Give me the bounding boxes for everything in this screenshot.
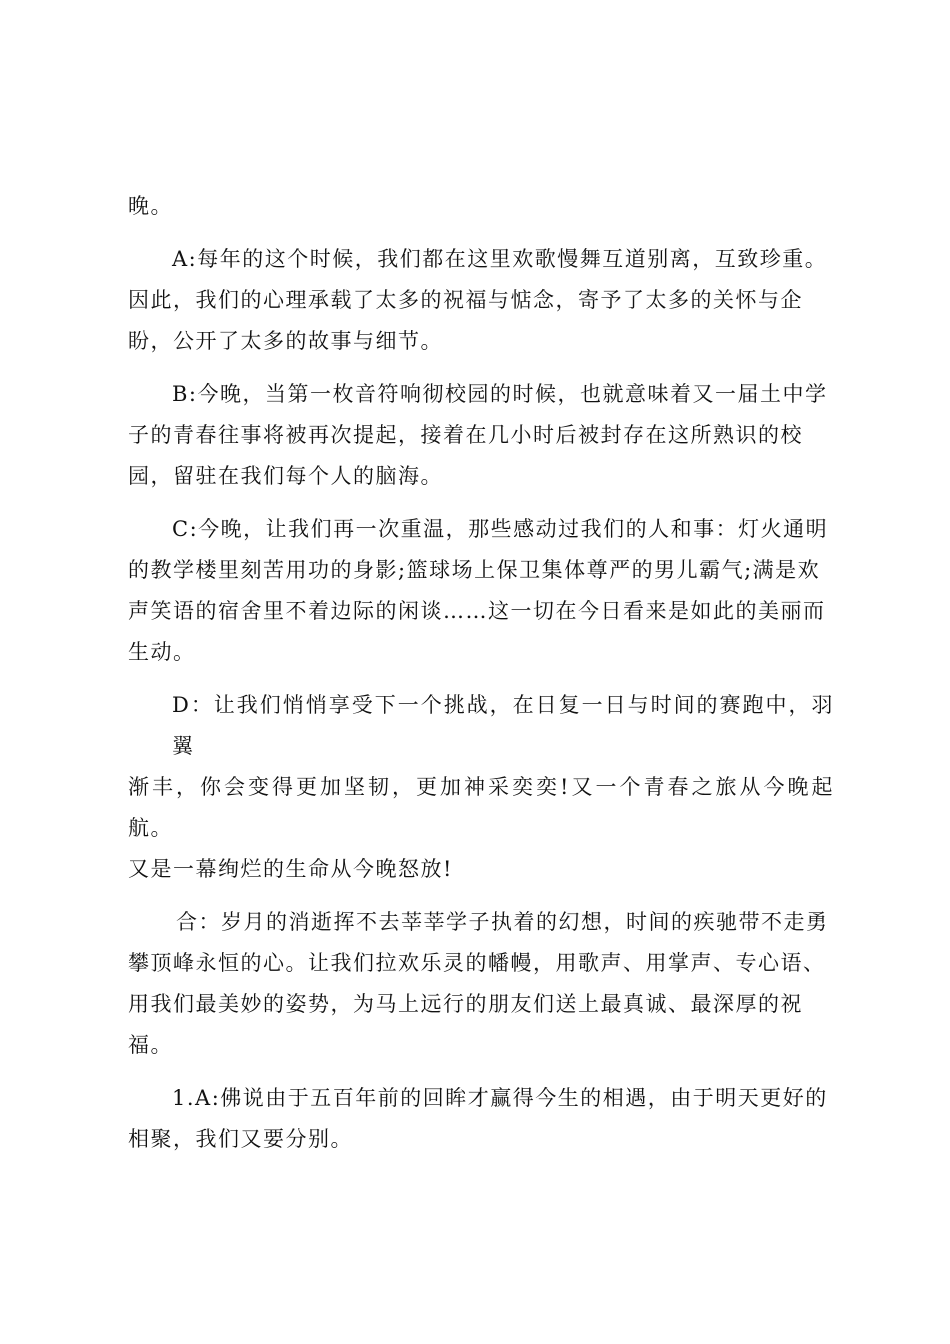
text-line: 相聚，我们又要分别。	[128, 1127, 353, 1151]
text-line: 子的青春往事将被再次提起，接着在几小时后被封存在这所熟识的校	[128, 423, 803, 447]
paragraph-1a	[128, 1078, 834, 1160]
document-body	[128, 186, 834, 1172]
text-line: 攀顶峰永恒的心。让我们拉欢乐灵的幡幔，用歌声、用掌声、专心语、	[128, 951, 826, 975]
text-line: 渐丰，你会变得更加坚韧，更加神采奕奕!又一个青春之旅从今晚起航。	[128, 775, 834, 840]
paragraph-opening	[128, 186, 834, 227]
text-line: 又是一幕绚烂的生命从今晚怒放!	[128, 857, 453, 881]
text-line: 福。	[128, 1033, 173, 1057]
paragraph-a	[128, 239, 834, 362]
text-line: 用我们最美妙的姿势，为马上远行的朋友们送上最真诚、最深厚的祝	[128, 992, 803, 1016]
paragraph-b	[128, 374, 834, 497]
text-line: 合：岁月的消逝挥不去莘莘学子执着的幻想，时间的疾驰带不走勇	[176, 910, 829, 934]
text-line: A:每年的这个时候，我们都在这里欢歌慢舞互道别离，互致珍重。	[172, 247, 828, 271]
text-line: 的教学楼里刻苦用功的身影;篮球场上保卫集体尊严的男儿霸气;满是欢	[128, 558, 821, 582]
text-line: 因此，我们的心理承载了太多的祝福与惦念，寄予了太多的关怀与企	[128, 288, 803, 312]
text-line: B:今晚，当第一枚音符响彻校园的时候，也就意味着又一届土中学	[172, 382, 828, 406]
text-line: 1.A:佛说由于五百年前的回眸才赢得今生的相遇，由于明天更好的	[172, 1086, 828, 1110]
text-line: 园，留驻在我们每个人的脑海。	[128, 464, 443, 488]
text-line: D：让我们悄悄享受下一个挑战，在日复一日与时间的赛跑中，羽翼	[172, 693, 834, 758]
text-line: 晚。	[128, 194, 173, 218]
paragraph-d	[128, 685, 834, 890]
paragraph-c	[128, 509, 834, 673]
text-line: 生动。	[128, 640, 196, 664]
paragraph-together	[128, 902, 834, 1066]
text-line: 声笑语的宿舍里不着边际的闲谈……这一切在今日看来是如此的美丽而	[128, 599, 826, 623]
text-line: 盼，公开了太多的故事与细节。	[128, 329, 443, 353]
text-line: C:今晚，让我们再一次重温，那些感动过我们的人和事：灯火通明	[172, 517, 829, 541]
